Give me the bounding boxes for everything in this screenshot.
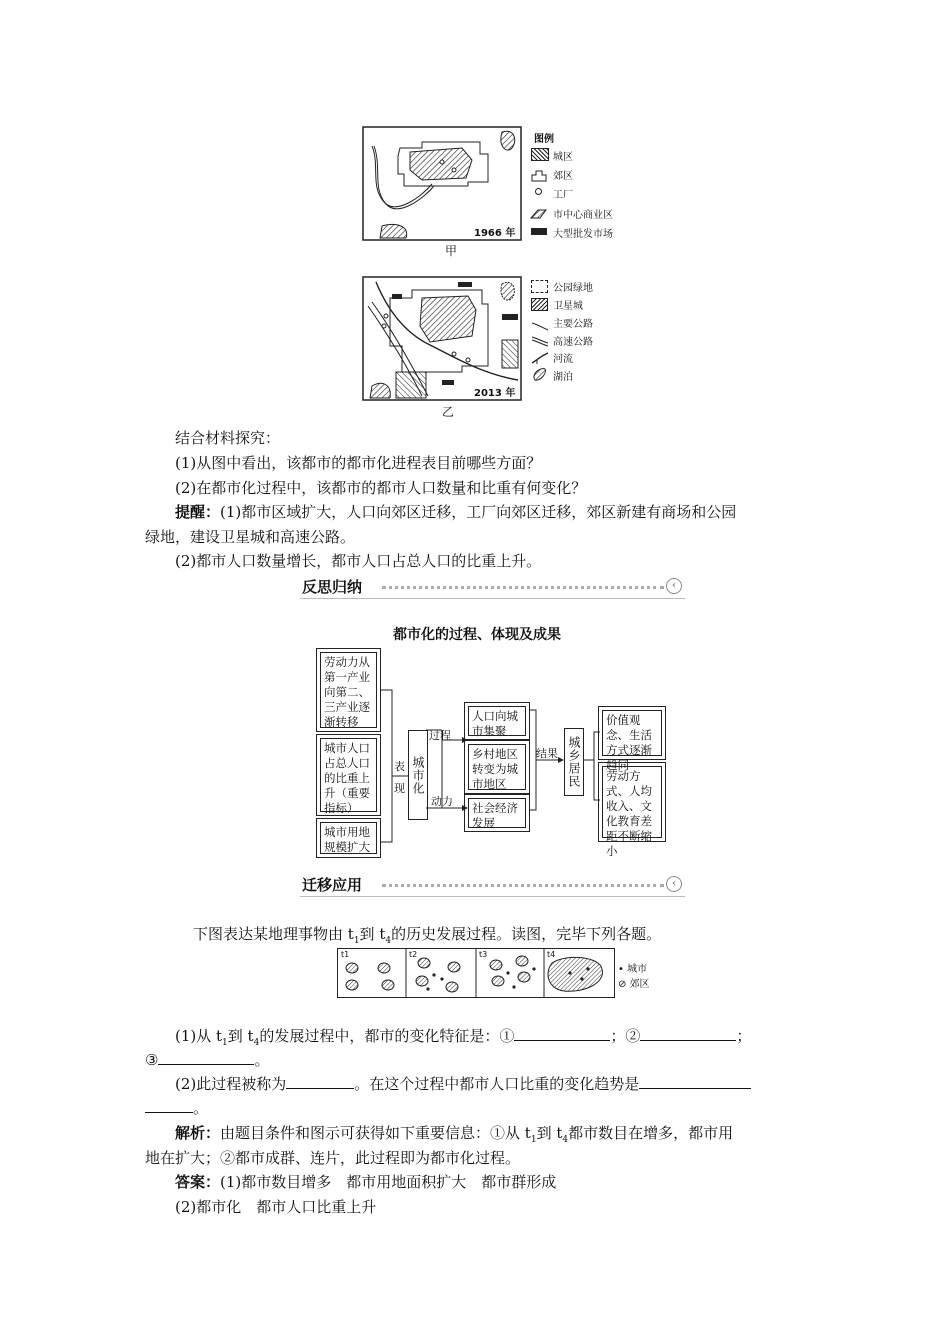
answer-blank-2[interactable] (640, 1026, 736, 1041)
q2-mid: 。在这个过程中都市人口比重的变化趋势是 (354, 1075, 640, 1093)
stage-legend-suburb: ⊘ 郊区 (618, 979, 650, 990)
transfer-q1 (175, 1026, 751, 1053)
right-box-2-text: 劳动方式、人均收入、文化教育差距不断缩小 (602, 766, 662, 838)
legend-city-icon (531, 148, 549, 161)
left-box-2-text: 城市人口占总人口的比重上升（重要指标） (320, 738, 377, 812)
explore-q1: (1)从图中看出，该都市的都市化进程表目前哪些方面？ (175, 454, 542, 472)
legend-highway-icon (531, 332, 549, 344)
map-caption-yi: 乙 (442, 405, 455, 419)
q1-post: 的发展过程中，都市的变化特征是：① (259, 1027, 515, 1045)
explore-intro: 结合材料探究： (175, 429, 281, 447)
q1-sub1: 1 (222, 1038, 228, 1048)
answer-blank-5[interactable] (639, 1074, 751, 1089)
banner-reflect-title: 反思归纳 (302, 578, 363, 596)
label-guocheng: 过程 (429, 729, 451, 742)
panel-t3: t3 (479, 950, 488, 959)
banner-reflect (300, 574, 685, 600)
banner2-arrow-icon: ‹ (666, 876, 682, 892)
mid-box-3-text: 社会经济发展 (468, 798, 526, 828)
answer-blank-4[interactable] (286, 1074, 354, 1089)
transfer-intro (193, 924, 661, 951)
legend-city: 城区 (553, 152, 573, 163)
banner-transfer (300, 872, 685, 898)
legend-river: 河流 (553, 354, 573, 365)
answer-2: (2)都市化 都市人口比重上升 (175, 1198, 377, 1216)
legend-cbd-icon (530, 205, 548, 217)
left-box-1 (316, 648, 381, 732)
label-xian: 现 (394, 782, 405, 795)
explore-hint-1 (175, 502, 736, 522)
legend-road: 主要公路 (553, 319, 593, 330)
legend-satellite: 卫星城 (553, 301, 583, 312)
q2-end: 。 (193, 1099, 209, 1117)
q1-sep2: ；② (610, 1027, 641, 1045)
banner2-dots (382, 884, 664, 887)
left-box-1-text: 劳动力从第一产业向第二、三产业逐渐转移 (320, 652, 377, 728)
right-box-1-text: 价值观念、生活方式逐渐趋同 (602, 710, 662, 756)
left-box-3 (316, 818, 381, 858)
panel-t2: t2 (409, 950, 418, 959)
panel-t1: t1 (341, 950, 350, 959)
label-biao: 表 (394, 760, 405, 773)
banner-dots (382, 586, 664, 589)
legend-lake: 湖泊 (553, 372, 573, 383)
q1-line2-end: 。 (254, 1051, 270, 1069)
banner-arrow-icon: ‹ (666, 578, 682, 594)
legend-suburb-icon (531, 167, 547, 179)
transfer-q1-line2 (145, 1050, 269, 1070)
stage-legend-city: • 城市 (618, 964, 648, 975)
legend-satellite-icon (531, 298, 548, 311)
legend-factory: 工厂 (553, 190, 573, 201)
cx-box: 城乡居民 (564, 728, 584, 796)
q2-pre: (2)此过程被称为 (175, 1075, 287, 1093)
left-box-2 (316, 734, 381, 816)
analysis-c: 都市数目在增多，都市用 (568, 1124, 734, 1142)
answer-blank-5b[interactable] (145, 1098, 193, 1113)
diagram-title: 都市化的过程、体现及成果 (393, 627, 561, 643)
analysis-a: 由题目条件和图示可获得如下重要信息：①从 t (220, 1124, 531, 1142)
q1-end: ； (736, 1027, 752, 1045)
mid-box-1 (464, 702, 530, 740)
mid-box-2 (464, 740, 530, 794)
q1-pre: (1)从 t (175, 1027, 223, 1045)
intro-sub1: 1 (353, 936, 360, 946)
left-box-3-text: 城市用地规模扩大 (320, 822, 377, 854)
transfer-q2 (175, 1074, 751, 1094)
banner-transfer-title: 迁移应用 (302, 876, 363, 894)
map-2013 (362, 276, 522, 401)
transfer-q2-line2 (145, 1098, 208, 1118)
analysis-sub4: 4 (562, 1135, 569, 1145)
answer-blank-1[interactable] (514, 1026, 610, 1041)
legend-market: 大型批发市场 (553, 229, 613, 240)
legend-cbd: 市中心商业区 (553, 210, 613, 221)
hint-1a: (1)都市区域扩大，人口向郊区迁移，工厂向郊区迁移，郊区新建有商场和公园 (220, 503, 737, 521)
intro-post: 的历史发展过程。读图，完毕下列各题。 (391, 925, 662, 943)
legend-road-icon (531, 316, 549, 326)
right-box-2 (598, 762, 666, 858)
right-box-1 (598, 706, 666, 772)
legend-river-icon (531, 349, 549, 361)
legend-park-icon (531, 280, 548, 293)
center-box: 城市化 (408, 730, 428, 820)
q1-mid: 到 t (227, 1027, 254, 1045)
q1-sub4: 4 (253, 1038, 260, 1048)
answer-blank-3[interactable] (158, 1050, 254, 1065)
explore-hint-2: (2)都市人口数量增长，都市人口占总人口的比重上升。 (175, 552, 542, 570)
analysis-line2: 地在扩大；②都市成群、连片，此过程即为都市化过程。 (145, 1149, 521, 1167)
intro-pre: 下图表达某地理事物由 t (193, 925, 354, 943)
explore-q2: (2)在都市化过程中，该都市的都市人口数量和比重有何变化？ (175, 479, 587, 497)
mid-box-3 (464, 794, 530, 832)
analysis-label: 解析： (175, 1124, 221, 1142)
label-dongli: 动力 (431, 795, 453, 808)
mid-box-2-text: 乡村地区转变为城市地区 (468, 744, 526, 790)
banner-underline (300, 598, 685, 599)
analysis (175, 1123, 733, 1150)
analysis-b: 到 t (536, 1124, 563, 1142)
intro-sub2: 4 (385, 936, 392, 946)
hint-label: 提醒： (175, 503, 221, 521)
legend-factory-icon (535, 188, 542, 195)
q1-line2-label: ③ (145, 1051, 159, 1069)
answer-label: 答案： (175, 1173, 221, 1191)
map-year-1966: 1966 年 (474, 228, 516, 239)
answer-1 (175, 1172, 556, 1192)
legend-highway: 高速公路 (553, 337, 593, 348)
answer-1-text: (1)都市数目增多 都市用地面积扩大 都市群形成 (220, 1173, 557, 1191)
intro-mid: 到 t (359, 925, 386, 943)
label-jieguo: 结果 (536, 747, 558, 760)
stage-panels (337, 948, 615, 998)
legend-park: 公园绿地 (553, 283, 593, 294)
analysis-sub1: 1 (530, 1135, 537, 1145)
legend-market-icon (531, 228, 547, 235)
legend-suburb: 郊区 (553, 171, 573, 182)
explore-hint-1b: 绿地，建设卫星城和高速公路。 (145, 528, 356, 546)
legend-lake-icon (531, 366, 547, 380)
map-year-2013: 2013 年 (474, 388, 516, 399)
legend-title: 图例 (534, 134, 554, 145)
map-1966 (362, 126, 522, 241)
map-caption-jia: 甲 (445, 244, 458, 258)
mid-box-1-text: 人口向城市集聚 (468, 706, 526, 736)
panel-t4: t4 (547, 950, 556, 959)
banner2-underline (300, 896, 685, 897)
